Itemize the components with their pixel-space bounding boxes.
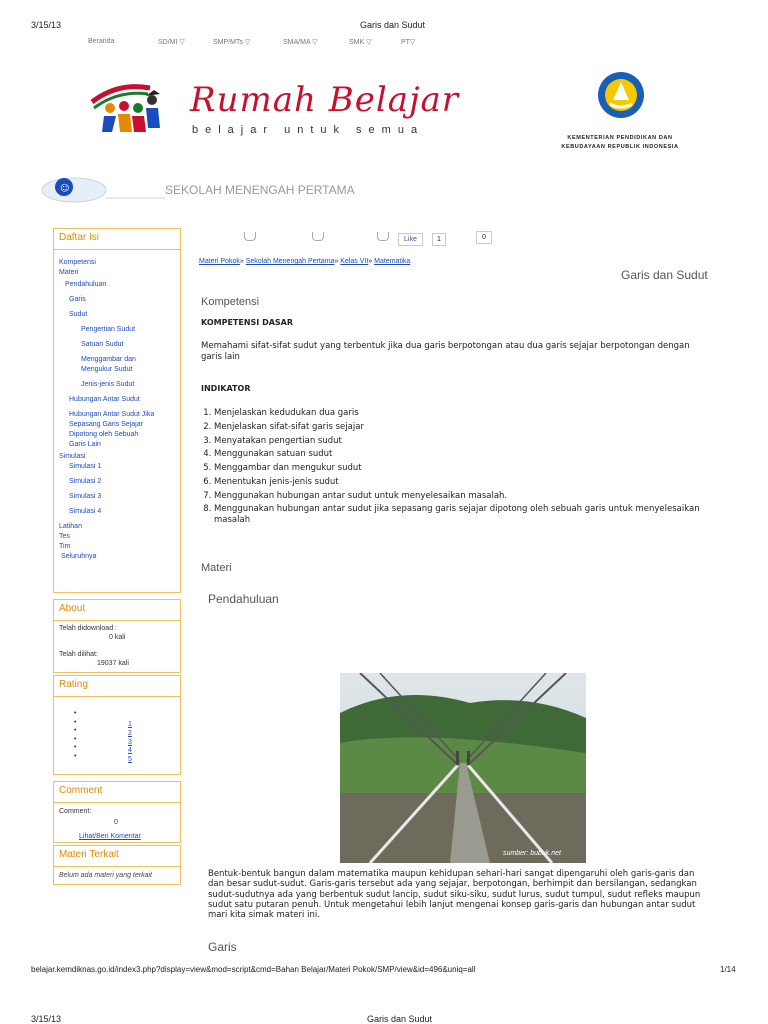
toc-item[interactable]: Garis [69,296,86,303]
bullet-icon: • [74,727,77,734]
social-share-button[interactable] [312,232,324,241]
viewed-value: 19037 kali [97,660,129,667]
ministry-emblem-icon [596,70,646,120]
rumah-belajar-logo-icon[interactable] [88,76,168,138]
print-title: Garis dan Sudut [360,20,426,30]
about-content [54,621,180,671]
chevron-down-icon: ▽ [364,39,372,46]
toc-list [54,250,180,562]
rating-header: Rating [54,676,180,697]
indikator-item: 5. Menggambar dan mengukur sudut [214,462,706,476]
nav-label: PT [401,39,410,46]
nav-item-sdmi[interactable] [158,38,185,46]
like-count: 1 [432,233,446,246]
brand-tagline: belajar untuk semua [192,124,425,136]
comment-link[interactable]: Lihat/Beri Komentar [79,833,141,840]
indikator-item: 4. Menggunakan satuan sudut [214,448,706,462]
toc-item[interactable]: Hubungan Antar Sudut Jika [69,411,155,418]
pendahuluan-paragraph: Bentuk-bentuk bangun dalam matematika maupun kehidupan sehari-hari sangat dipengaruhi oleh garis-garis dan dan besar sudut-sudut. Garis-garis tersebut ada yang sejajar, berpotongan, berhimpit dan bersilangan, sedangkan sudut-sudutnya ada yang berbentuk sudut lancip, sudut siku-siku, sudut lurus, sudut tumpul, sudut refleks maupun sudut satu putaran penuh. Untuk mengetahui lebih lanjut mengenai konsep garis-garis dan hubungan antar sudut mari kita simak materi ini. [208,869,701,921]
toc-item[interactable]: Dipotong oleh Sebuah [69,431,139,438]
bridge-photo [340,673,586,863]
rating-list [54,697,180,767]
print-title-next: Garis dan Sudut [367,1014,433,1024]
toc-item[interactable]: Tim [59,543,71,550]
about-box [53,599,181,673]
toc-item[interactable]: Simulasi 3 [69,493,102,500]
garis-heading: Garis [208,940,237,954]
ministry-line-1: KEMENTERIAN PENDIDIKAN DAN [567,135,673,141]
like-button[interactable] [398,233,423,246]
toc-item[interactable]: Menggambar dan [81,356,136,363]
toc-item[interactable]: Materi [59,269,79,276]
nav-label: SMP/MTs [213,39,243,46]
viewed-label: Telah dilihat: [59,651,98,658]
kd-text: Memahami sifat-sifat sudut yang terbentuk jika dua garis berpotongan atau dua garis sejajar berpotongan dengan garis lain [201,341,690,362]
ministry-line-2: KEBUDAYAAN REPUBLIK INDONESIA [561,144,679,150]
downloaded-label: Telah didownload : [59,625,117,632]
breadcrumb-item[interactable]: Kelas VII [340,258,369,265]
svg-text:☺: ☺ [60,184,70,194]
about-header: About [54,600,180,621]
materi-heading: Materi [201,562,232,574]
related-text: Belum ada materi yang terkait [59,872,152,879]
toc-item[interactable]: Mengukur Sudut [81,366,133,373]
toc-item[interactable]: Garis Lain [69,441,101,448]
toc-item[interactable]: Latihan [59,523,82,530]
toc-item[interactable]: Kompetensi [59,259,96,266]
kompetensi-heading: Kompetensi [201,296,260,308]
print-date: 3/15/13 [31,20,62,30]
social-share-button[interactable] [244,232,256,241]
rating-option[interactable]: 4 [128,747,132,755]
comment-content [54,803,180,845]
nav-item-smk[interactable] [349,38,372,46]
image-caption: sumber: bubuk.net [503,850,561,857]
indikator-item: 3. Menyatakan pengertian sudut [214,435,706,449]
breadcrumb [199,258,410,265]
toc-item[interactable]: Tes [59,533,70,540]
toc-item[interactable]: Satuan Sudut [81,341,124,348]
pendahuluan-heading: Pendahuluan [208,592,279,606]
nav-label: SMA/MA [283,39,311,46]
rating-option[interactable]: 5 [128,756,132,764]
ministry-name [555,134,685,152]
bullet-icon: • [74,744,77,751]
chevron-down-icon: ▽ [409,39,416,46]
kd-label: KOMPETENSI DASAR [201,318,294,327]
toc-item[interactable]: Sudut [69,311,88,318]
rating-option[interactable]: 3 [128,738,132,746]
breadcrumb-item[interactable]: Matematika [374,258,411,265]
breadcrumb-separator: » [368,258,375,265]
nav-item-pt[interactable] [401,38,415,46]
toc-box [53,228,181,593]
bullet-icon: • [74,710,77,717]
rating-option[interactable]: 1 [128,721,132,728]
bullet-icon: • [74,735,77,743]
chevron-down-icon: ▽ [310,39,318,46]
toc-item[interactable]: Simulasi 2 [69,478,102,485]
like-label: Like [404,236,417,243]
nav-item-smpmts[interactable] [213,38,250,46]
indikator-item: 1. Menjelaskan kedudukan dua garis [214,407,706,421]
toc-item[interactable]: Simulasi [59,453,86,460]
comment-label: Comment: [59,808,92,815]
indikator-item: 8. Menggunakan hubungan antar sudut jika sepasang garis sejajar dipotong oleh sebuah garis untuk menyelesaikan masalah [214,504,706,526]
indikator-label: INDIKATOR [201,384,251,393]
nav-label: SD/MI [158,39,178,46]
section-title: SEKOLAH MENENGAH PERTAMA [165,183,355,197]
share-count: 0 [476,231,492,244]
toc-item[interactable]: Pengertian Sudut [81,326,136,333]
toc-item[interactable]: Pendahuluan [65,281,107,288]
toc-item[interactable]: Sepasang Garis Sejajar [69,421,143,428]
bullet-icon: • [74,718,77,726]
print-page-number: 1/14 [720,965,736,974]
indikator-item: 2. Menjelaskan sifat-sifat garis sejajar [214,421,706,435]
nav-item-smama[interactable] [283,38,318,46]
indikator-item: 7. Menggunakan hubungan antar sudut untuk menyelesaikan masalah. [214,490,706,504]
nav-label: SMK [349,39,365,46]
print-date-next: 3/15/13 [31,1014,62,1024]
indikator-list [196,407,706,526]
chevron-down-icon: ▽ [242,39,251,46]
comment-header: Comment [54,782,180,803]
indikator-item: 6. Menentukan jenis-jenis sudut [214,476,706,490]
rating-option[interactable]: 2 [128,729,132,737]
toc-item[interactable]: Simulasi 4 [69,508,102,515]
section-bar-decoration [40,172,170,208]
toc-header: Daftar Isi [54,229,180,250]
breadcrumb-item[interactable]: Sekolah Menengah Pertama [245,258,335,265]
bullet-icon: • [74,752,77,760]
toc-item[interactable]: Hubungan Antar Sudut [69,396,140,403]
toc-item[interactable]: Simulasi 1 [69,463,102,470]
toc-item[interactable]: Seluruhnya [61,553,97,560]
toc-item[interactable]: Jenis-jenis Sudut [81,381,135,388]
print-url: belajar.kemdiknas.go.id/index3.php?display=view&mod=script&cmd=Bahan Belajar/Materi Pokok/SMP/view&id=496&uniq=all [31,965,476,974]
comment-count: 0 [114,819,118,826]
related-box [53,845,181,885]
rating-box [53,675,181,775]
related-header: Materi Terkait [54,846,180,867]
breadcrumb-separator: » [239,258,246,265]
comment-box [53,781,181,843]
nav-item-beranda[interactable]: Beranda [88,38,115,45]
chevron-down-icon: ▽ [177,39,185,46]
downloaded-value: 0 kali [109,634,126,641]
breadcrumb-item[interactable]: Materi Pokok [199,258,240,265]
brand-title: Rumah Belajar [190,80,460,120]
breadcrumb-separator: » [334,258,341,265]
social-share-button[interactable] [377,232,389,241]
page-heading: Garis dan Sudut [621,268,708,282]
